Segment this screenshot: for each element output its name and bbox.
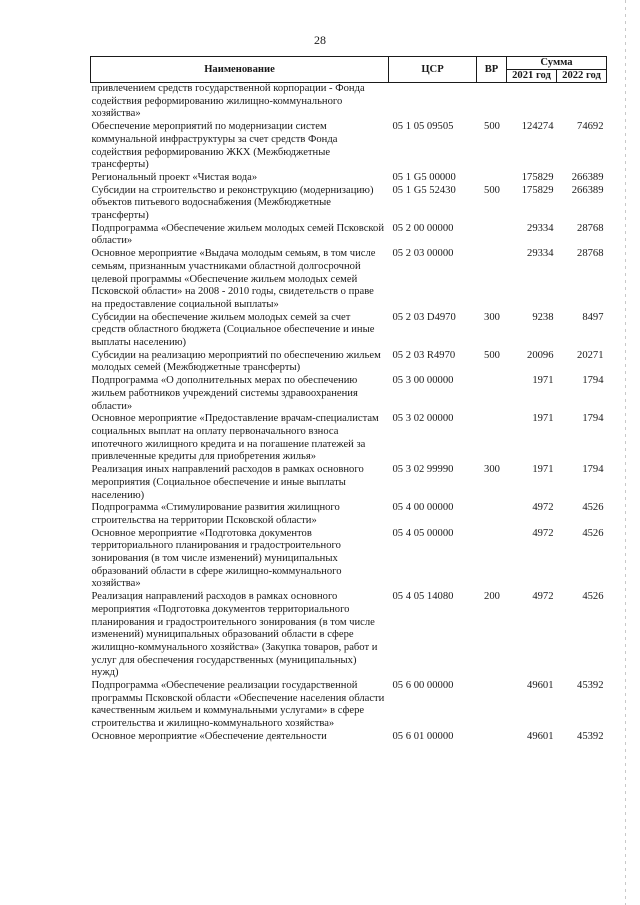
table-row [91, 731, 607, 744]
row-amount-2021: 49601 [527, 730, 554, 742]
row-csr-code: 05 3 02 00000 [392, 413, 454, 425]
row-csr-code: 05 4 05 00000 [392, 527, 454, 539]
row-amount-2022: 266389 [571, 184, 604, 196]
row-name: Подпрограмма «Обеспечение реализации государственной программы Псковской области «Обеспечение населения области качественным жильем и коммунальными услугами» в сфере строительства и жилищно-коммунального хозяйства» [91, 680, 385, 730]
row-amount-2022: 266389 [571, 171, 604, 183]
row-csr-code: 05 1 G5 52430 [392, 184, 456, 196]
row-amount-2021: 20096 [527, 349, 554, 361]
header-year-2021: 2021 год [507, 70, 557, 83]
row-amount-2022: 4526 [582, 527, 604, 539]
row-vr-code [477, 375, 507, 413]
row-amount-2021: 1971 [532, 375, 554, 387]
table-row [91, 312, 607, 350]
row-name: Региональный проект «Чистая вода» [91, 171, 258, 183]
row-vr-code: 200 [484, 591, 500, 603]
table-row [91, 413, 607, 464]
row-vr-code [477, 413, 507, 464]
table-body [91, 83, 607, 744]
header-vr: ВР [477, 57, 507, 83]
table-row [91, 185, 607, 223]
row-amount-2022: 1794 [582, 413, 604, 425]
header-sum: Сумма [507, 57, 607, 70]
row-amount-2022: 8497 [582, 311, 604, 323]
row-name: Основное мероприятие «Подготовка документов территориального планирования и градостроительного зонирования (в том числе изменений) муниципальных образований области в сфере жилищно-коммунального хозяйства» [91, 527, 342, 590]
row-amount-2021: 29334 [527, 248, 554, 260]
row-amount-2021: 175829 [521, 184, 554, 196]
table-row [91, 528, 607, 592]
row-amount-2022: 28768 [577, 222, 604, 234]
scan-edge-artifact [625, 0, 626, 905]
row-csr-code: 05 2 03 R4970 [392, 349, 456, 361]
header-csr: ЦСР [389, 57, 477, 83]
budget-table [90, 56, 607, 744]
row-name: Подпрограмма «Стимулирование развития жилищного строительства на территории Псковской области» [91, 502, 340, 526]
header-name: Наименование [91, 57, 389, 83]
header-year-2022: 2022 год [557, 70, 607, 83]
table-row [91, 83, 607, 122]
table-row [91, 121, 607, 172]
row-vr-code [477, 83, 507, 122]
row-amount-2021: 4972 [532, 591, 554, 603]
row-name: привлечением средств государственной корпорации - Фонда содействия реформированию жилищно-коммунального хозяйства» [91, 83, 365, 120]
row-csr-code [389, 83, 477, 122]
row-name: Реализация иных направлений расходов в рамках основного мероприятия (Социальное обеспечение и иные выплаты населению) [91, 464, 364, 501]
row-vr-code [477, 731, 507, 744]
row-amount-2022: 4526 [582, 591, 604, 603]
row-amount-2021: 124274 [521, 121, 554, 133]
row-amount-2021: 29334 [527, 222, 554, 234]
row-name: Основное мероприятие «Обеспечение деятельности [91, 730, 327, 742]
row-name: Основное мероприятие «Выдача молодым семьям, в том числе семьям, признанным участниками областной долгосрочной целевой программы «Обеспечение жильем молодых семей Псковской области» на 2008 - 2010 годы, свидетельств о праве на предоставление социальной выплаты» [91, 248, 376, 310]
row-name: Подпрограмма «О дополнительных мерах по обеспечению жильем работников учреждений системы здравоохранения области» [91, 375, 358, 412]
row-name: Субсидии на строительство и реконструкцию (модернизацию) объектов питьевого водоснабжения (Межбюджетные трансферты) [91, 184, 374, 222]
table-row [91, 350, 607, 375]
row-csr-code: 05 6 00 00000 [392, 680, 454, 692]
row-vr-code [477, 528, 507, 592]
row-amount-2021: 1971 [532, 413, 554, 425]
row-vr-code: 300 [484, 311, 500, 323]
row-amount-2022: 74692 [577, 121, 604, 133]
table-row [91, 172, 607, 185]
row-name: Субсидии на обеспечение жильем молодых семей за счет средств областного бюджета (Социальное обеспечение и иные выплаты населению) [91, 311, 375, 349]
row-csr-code: 05 3 02 99990 [392, 464, 454, 476]
table-row [91, 680, 607, 731]
row-name: Подпрограмма «Обеспечение жильем молодых семей Псковской области» [91, 222, 385, 247]
row-csr-code: 05 1 G5 00000 [392, 171, 456, 183]
row-amount-2022: 1794 [582, 375, 604, 387]
table-row [91, 248, 607, 312]
row-amount-2022: 28768 [577, 248, 604, 260]
row-amount-2021: 1971 [532, 464, 554, 476]
row-amount-2021: 9238 [532, 311, 554, 323]
table-row [91, 502, 607, 527]
row-csr-code: 05 6 01 00000 [392, 730, 454, 742]
row-amount-2022: 45392 [577, 730, 604, 742]
row-csr-code: 05 1 05 09505 [392, 121, 454, 133]
row-csr-code: 05 3 00 00000 [392, 375, 454, 387]
row-amount-2022: 4526 [582, 502, 604, 514]
row-amount-2022: 45392 [577, 680, 604, 692]
row-csr-code: 05 2 00 00000 [392, 222, 454, 234]
row-csr-code: 05 4 00 00000 [392, 502, 454, 514]
row-amount-2021 [507, 83, 557, 122]
row-amount-2022 [557, 83, 607, 122]
row-name: Субсидии на реализацию мероприятий по обеспечению жильем молодых семей (Межбюджетные трансферты) [91, 349, 381, 374]
row-name: Основное мероприятие «Предоставление врачам-специалистам социальных выплат на оплату первоначального взноса ипотечного жилищного кредита и на погашение платежей за привлеченные кредиты для приобретения жилья» [91, 413, 379, 463]
table-row [91, 223, 607, 248]
table-row [91, 591, 607, 680]
row-name: Реализация направлений расходов в рамках основного мероприятия «Подготовка документов территориального планирования и градостроительного зонирования (в том числе изменений) муниципальных образований области в сфере жилищно-коммунального хозяйства» (Закупка товаров, работ и услуг для обеспечения государственных (муниципальных) нужд) [91, 591, 378, 679]
row-amount-2021: 4972 [532, 527, 554, 539]
row-csr-code: 05 4 05 14080 [392, 591, 454, 603]
row-amount-2021: 49601 [527, 680, 554, 692]
table-row [91, 375, 607, 413]
row-csr-code: 05 2 03 D4970 [392, 311, 456, 323]
row-vr-code: 500 [484, 184, 500, 196]
row-vr-code: 300 [484, 464, 500, 476]
row-vr-code: 500 [484, 349, 500, 361]
row-vr-code [477, 223, 507, 248]
page-number: 28 [314, 33, 326, 47]
table-header [91, 57, 607, 83]
table-row [91, 464, 607, 502]
row-vr-code: 500 [484, 121, 500, 133]
row-amount-2021: 175829 [521, 171, 554, 183]
row-vr-code [477, 680, 507, 731]
row-name: Обеспечение мероприятий по модернизации систем коммунальной инфраструктуры за счет средств Фонда содействия реформированию ЖКХ (Межбюджетные трансферты) [91, 121, 338, 171]
row-csr-code: 05 2 03 00000 [392, 248, 454, 260]
row-amount-2022: 20271 [577, 349, 604, 361]
row-vr-code [477, 172, 507, 185]
row-vr-code [477, 502, 507, 527]
row-amount-2021: 4972 [532, 502, 554, 514]
row-amount-2022: 1794 [582, 464, 604, 476]
row-vr-code [477, 248, 507, 312]
